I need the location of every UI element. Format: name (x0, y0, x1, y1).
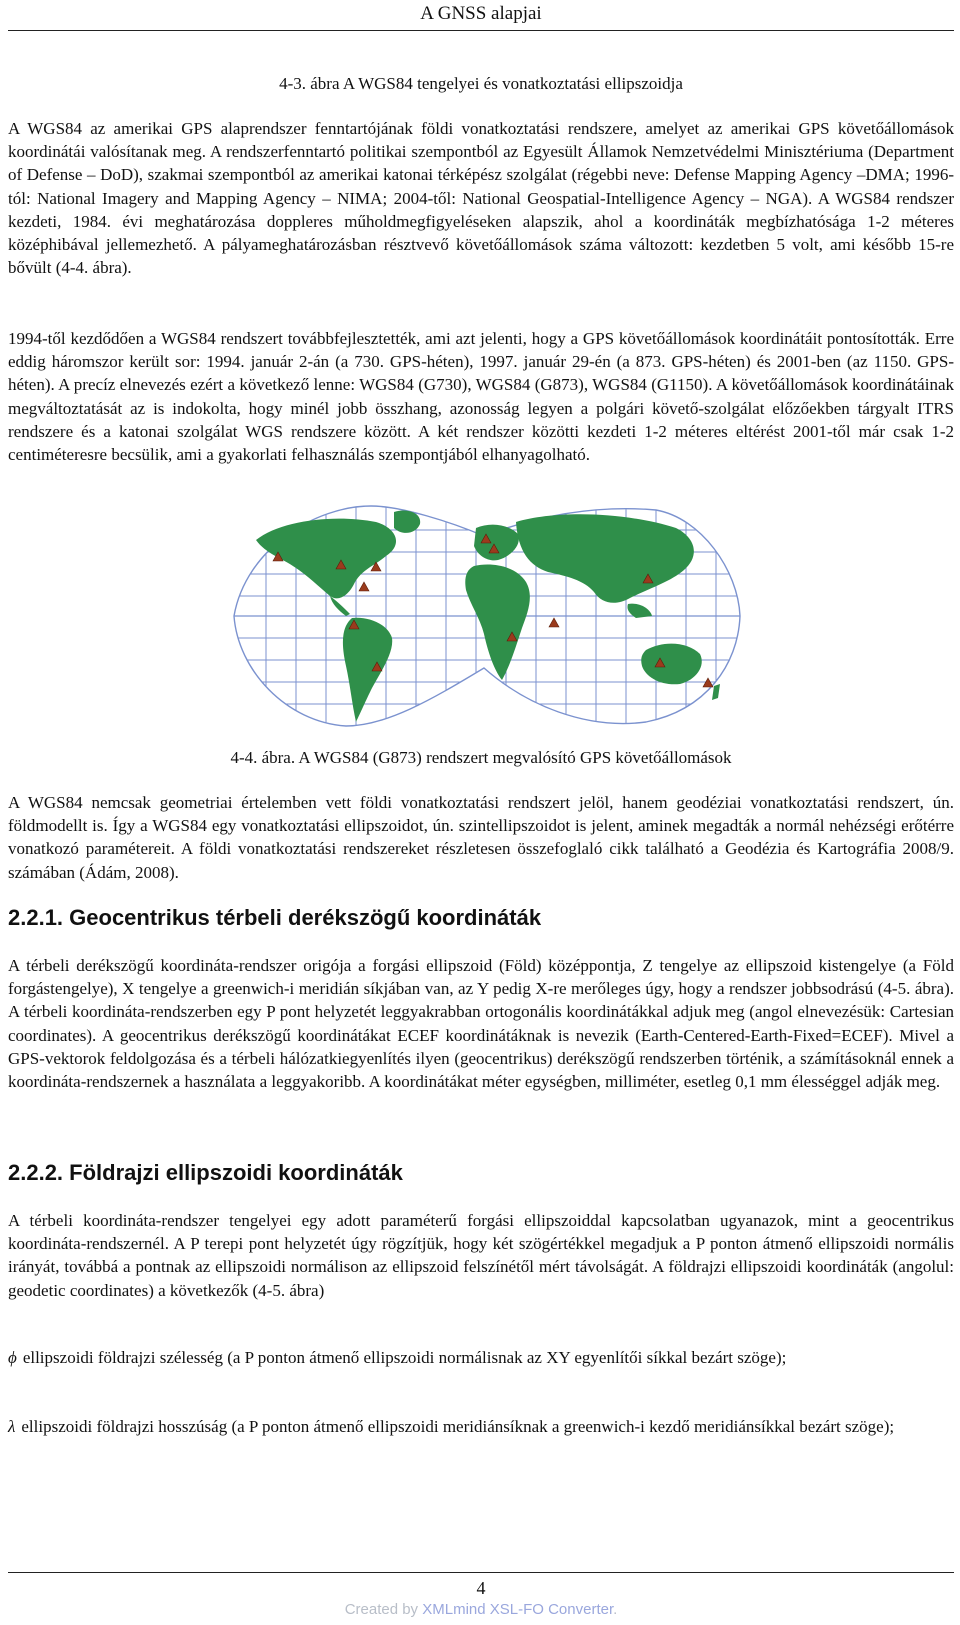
paragraph-geocentric-coordinates: A térbeli derékszögű koordináta-rendszer origója a forgási ellipszoid (Föld) középpontja, Z tengelye az ellipszoid kistengelye (a Föld forgástengelye), X tengelye a greenwich-i meridián síkjában van, az Y pedig X-re merőleges úgy, hogy a rendszer jobbsodrású (4-5. ábra). A térbeli koordináta-rendszerben egy P pont helyzetét leggyakrabban ortogonális koordinátákkal adjuk meg (angol elnevezésük: Cartesian coordinates). A geocentrikus derékszögű koordinátákat ECEF koordinátáknak is nevezik (Earth-Centered-Earth-Fixed=ECEF). Mivel a GPS-vektorok feldolgozása és a térbeli hálózatkiegyenlítés ilyen (geocentrikus) derékszögű rendszerben történik, a számításoknál ennek a koordináta-rendszernek a használata a leggyakoribb. A koordinátákat méter egységben, milliméter, esetleg 0,1 mm élességgel adják meg. (8, 956, 954, 1092)
header-rule (8, 30, 954, 31)
page-number: 4 (476, 1578, 486, 1598)
section-heading-geocentric: 2.2.1. Geocentrikus térbeli derékszögű koordináták (8, 905, 542, 930)
running-header: A GNSS alapjai (420, 3, 542, 24)
definition-longitude (8, 1415, 954, 1438)
footer-credit-prefix: Created by (344, 1601, 423, 1618)
footer-rule (8, 1572, 954, 1573)
figure-4-4-caption: 4-4. ábra. A WGS84 (G873) rendszert megvalósító GPS követőállomások (230, 748, 732, 767)
footer-credit-suffix: . (613, 1601, 618, 1618)
continent-new-zealand (712, 684, 720, 700)
longitude-definition-text: ellipszoidi földrajzi hosszúság (a P ponton átmenő ellipszoidi meridiánsíknak a greenwich-i kezdő meridiánsíkkal bezárt szöge); (21, 1417, 895, 1436)
world-map-figure (226, 500, 746, 732)
footer-credit (8, 1600, 954, 1620)
figure-4-3-caption: 4-3. ábra A WGS84 tengelyei és vonatkoztatási ellipszoidja (279, 74, 683, 93)
definition-latitude (8, 1346, 954, 1369)
converter-link[interactable]: XMLmind XSL-FO Converter (422, 1601, 614, 1618)
paragraph-ellipsoidal-coordinates: A térbeli koordináta-rendszer tengelyei egy adott paraméterű forgási ellipszoiddal kapcsolatban ugyanazok, mint a geocentrikus koordináta-rendszernél. A P terepi pont helyzetét úgy rögzítjük, hogy két szögértékkel megadjuk a P ponton átmenő ellipszoidi normális irányát, továbbá a pontnak az ellipszoidi normálison az ellipszoid felszínétől mért távolságát. A földrajzi ellipszoidi koordináták (angolul: geodetic coordinates) a következők (4-5. ábra) (8, 1211, 954, 1300)
paragraph-wgs84-intro: A WGS84 az amerikai GPS alaprendszer fenntartójának földi vonatkoztatási rendszere, amelyet az amerikai GPS követőállomások koordinátái valósítanak meg. A rendszerfenntartó politikai szempontból az Egyesült Államok Nemzetvédelmi Minisztériuma (Department of Defense – DoD), szakmai szempontból az amerikai katonai térképész szolgálat (régebbi neve: Defense Mapping Agency –DMA; 1996-tól: National Imagery and Mapping Agency – NIMA; 2004-től: National Geospatial-Intelligence Agency – NGA). A WGS84 rendszer kezdeti, 1984. évi meghatározása doppleres műholdmegfigyeléseken alapszik, ahol a koordináták megbízhatósága 1-2 méteres középhibával jellemezhető. A pályameghatározásban résztvevő követőállomások száma változott: kezdetben 5 volt, ami később 15-re bővült (4-4. ábra). (8, 119, 954, 278)
section-heading-ellipsoidal: 2.2.2. Földrajzi ellipszoidi koordináták (8, 1160, 403, 1185)
paragraph-geodetic-model: A WGS84 nemcsak geometriai értelemben vett földi vonatkoztatási rendszert jelöl, hanem geodéziai vonatkoztatási rendszert, ún. földmodellt is. Így a WGS84 egy vonatkoztatási ellipszoidot, ún. szintellipszoidot is jelent, aminek megadták a normál nehézségi erőtérre vonatkozó paramétereit. A földi vonatkoztatási rendszereket részletesen összefoglaló cikk található a Geodézia és Kartográfia 2008/9. számában (Ádám, 2008). (8, 793, 954, 882)
lambda-symbol: λ (8, 1417, 16, 1436)
phi-symbol: ϕ (8, 1348, 17, 1367)
latitude-definition-text: ellipszoidi földrajzi szélesség (a P ponton átmenő ellipszoidi normálisnak az XY egyenlítői síkkal bezárt szöge); (22, 1348, 787, 1367)
paragraph-wgs84-refinement: 1994-től kezdődően a WGS84 rendszert továbbfejlesztették, ami azt jelenti, hogy a GPS követőállomások koordinátáit pontosították. Erre eddig háromszor került sor: 1994. január 2-án (a 730. GPS-héten), 1997. január 29-én (a 873. GPS-héten) és 2001-ben (az 1150. GPS-héten). A precíz elnevezés ezért a következő lenne: WGS84 (G730), WGS84 (G873), WGS84 (G1150). A követőállomások koordinátáinak megváltoztatását az is indokolta, hogy minél jobb összhang, azonosság legyen a polgári követő-szolgálat előzőekben tárgyalt ITRS rendszere és a katonai szolgálat WGS rendszere között. A két rendszer közötti kezdeti 1-2 méteres eltérést 2001-től már csak 1-2 centiméteresre becsülik, ami a gyakorlati felhasználás szempontjából elhanyagolható. (8, 329, 954, 465)
